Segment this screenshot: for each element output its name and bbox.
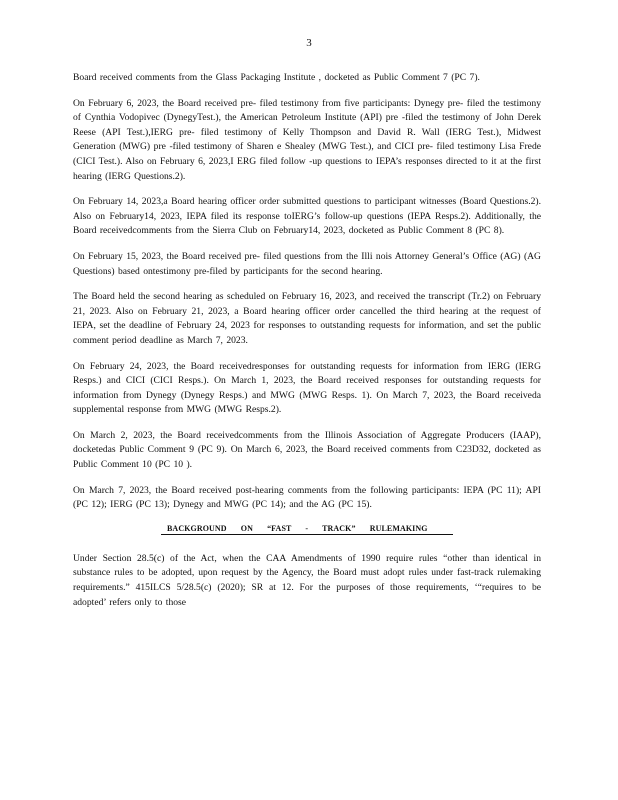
paragraph-march-7-post-hearing: On March 7, 2023, the Board received post-hearing comments from the following participants: IEPA (PC 11); API (PC 12); IERG (PC 13); Dynegy and MWG (PC 14); and the AG (PC 15). — [73, 484, 541, 511]
page-number: 3 — [306, 37, 312, 49]
paragraph-section-28-5: Under Section 28.5(c) of the Act, when the CAA Amendments of 1990 require rules “other than identical in substance rules to be adopted, upon request by the Agency, the Board must adopt rules under fast-track rulemaking requirements.” 415ILCS 5/28.5(c) (2020); SR at 12. For the purposes of those requirements, ‘“requires to be adopted’ refers only to those — [73, 552, 541, 608]
paragraph-feb-6-testimony: On February 6, 2023, the Board received pre- filed testimony from five participants: Dynegy pre- filed the testimony of Cynthia Vodopivec (DynegyTest.), the American Petroleum Institute (API) pre -filed the testimony of John Derek Reese (API Test.),IERG pre- filed testimony of Kelly Thompson and David R. Wall (IERG Test.), Midwest Generation (MWG) pre -filed testimony of Sharen e Shealey (MWG Test.), and CICI pre- filed testimony Lisa Frede (CICI Test.). Also on February 6, 2023,I ERG filed follow -up questions to IEPA’s responses directed to it at the first hearing (IERG Questions.2). — [73, 97, 541, 182]
paragraph-feb-15-ag-questions: On February 15, 2023, the Board received pre- filed questions from the Illi nois Attorney General’s Office (AG) (AG Questions) based ontestimony pre-filed by participants for the second hearing. — [73, 250, 541, 277]
paragraph-march-2-comments: On March 2, 2023, the Board receivedcomments from the Illinois Association of Aggregate Producers (IAAP), docketedas Public Comment 9 (PC 9). On March 6, 2023, the Board received comments from C23D32, docketed as Public Comment 10 (PC 10 ). — [73, 429, 541, 471]
section-heading — [73, 524, 541, 535]
paragraph-glass-packaging-comment: Board received comments from the Glass Packaging Institute , docketed as Public Comment 7 (PC 7). — [73, 72, 480, 83]
paragraph-feb-24-responses: On February 24, 2023, the Board receivedresponses for outstanding requests for information from IERG (IERG Resps.) and CICI (CICI Resps.). On March 1, 2023, the Board received responses for outstanding requests for information from Dynegy (Dynegy Resps.) and MWG (MWG Resps. 1). On March 7, 2023, the Board receiveda supplemental response from MWG (MWG Resps.2). — [73, 360, 541, 416]
paragraph-feb-14-questions: On February 14, 2023,a Board hearing officer order submitted questions to participant witnesses (Board Questions.2). Also on February14, 2023, IEPA filed its response toIERG’s follow-up questions (IEPA Resps.2). Additionally, the Board receivedcomments from the Sierra Club on February14, 2023, docketed as Public Comment 8 (PC 8). — [73, 196, 541, 237]
document-body — [73, 71, 541, 621]
paragraph-second-hearing: The Board held the second hearing as scheduled on February 16, 2023, and received the transcript (Tr.2) on February 21, 2023. Also on February 21, 2023, a Board hearing officer order cancelled the third hearing at the request of IEPA, set the deadline of February 24, 2023 for responses to outstanding requests for information, and set the public comment period deadline as March 7, 2023. — [73, 291, 541, 346]
section-heading-text: BACKGROUND ON “FAST - TRACK” RULEMAKING — [161, 524, 453, 535]
